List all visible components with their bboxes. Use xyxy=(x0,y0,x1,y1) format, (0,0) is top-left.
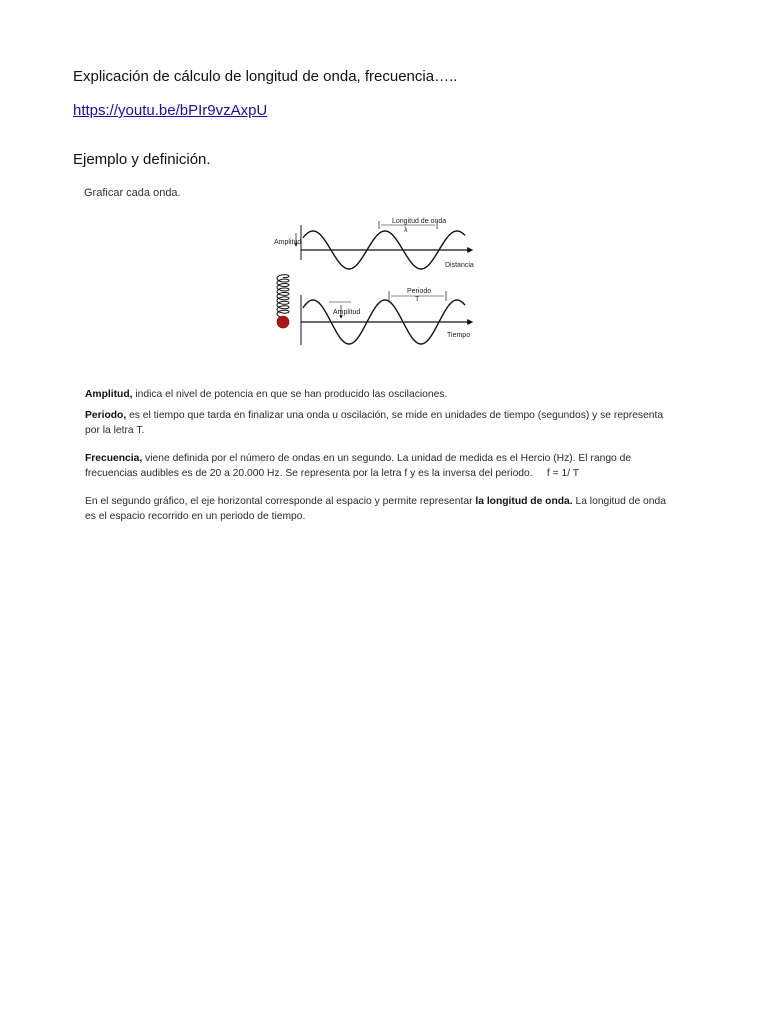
top-amplitude-label: Amplitud xyxy=(274,239,302,246)
youtube-link[interactable]: https://youtu.be/bPIr9vzAxpU xyxy=(73,102,268,119)
period-label: Periodo xyxy=(407,288,432,295)
definition-longitud xyxy=(85,495,670,524)
section-subtitle: Ejemplo y definición. xyxy=(73,151,211,168)
wavelength-label: Longitud de onda xyxy=(392,218,447,225)
period-symbol: T xyxy=(415,296,420,303)
page-title: Explicación de cálculo de longitud de onda, frecuencia….. xyxy=(73,68,458,85)
text-longitud-before: En el segundo gráfico, el eje horizontal corresponde al espacio y permite representar xyxy=(85,496,476,507)
spring-mass-icon xyxy=(277,275,289,328)
text-amplitud: indica el nivel de potencia en que se han producido las oscilaciones. xyxy=(132,389,448,400)
text-longitud-after: La longitud de onda es el espacio recorrido en un periodo de tiempo. xyxy=(85,496,666,522)
time-axis-label: Tiempo xyxy=(447,332,471,339)
figure-caption: Graficar cada onda. xyxy=(84,187,181,199)
distance-axis-label: Distancia xyxy=(445,262,474,269)
term-frecuencia: Frecuencia, xyxy=(85,453,143,464)
top-wave-graph xyxy=(274,218,474,269)
term-periodo: Periodo, xyxy=(85,410,127,421)
mass-ball xyxy=(277,316,289,328)
text-periodo: es el tiempo que tarda en finalizar una onda u oscilación, se mide en unidades de tiempo (segundos) y se representa por la letra T. xyxy=(85,410,664,436)
term-longitud: la longitud de onda. xyxy=(475,496,573,507)
wave-diagram xyxy=(75,180,675,380)
definition-amplitud xyxy=(85,388,670,403)
wavelength-symbol: λ xyxy=(404,227,408,234)
definition-periodo xyxy=(85,409,670,438)
definition-frecuencia xyxy=(85,452,670,481)
wave-figure xyxy=(75,180,675,535)
spring-icon xyxy=(277,275,289,318)
bottom-amplitude-label: Amplitud xyxy=(333,309,361,316)
term-amplitud: Amplitud, xyxy=(85,389,133,400)
text-frecuencia: viene definida por el número de ondas en un segundo. La unidad de medida es el Hercio (Hz). El rango de frecuencias audibles es de 20 a 20.000 Hz. Se representa por la letra f y es la inversa del periodo. f = 1/ T xyxy=(85,453,634,479)
bottom-wave-graph xyxy=(301,288,472,345)
